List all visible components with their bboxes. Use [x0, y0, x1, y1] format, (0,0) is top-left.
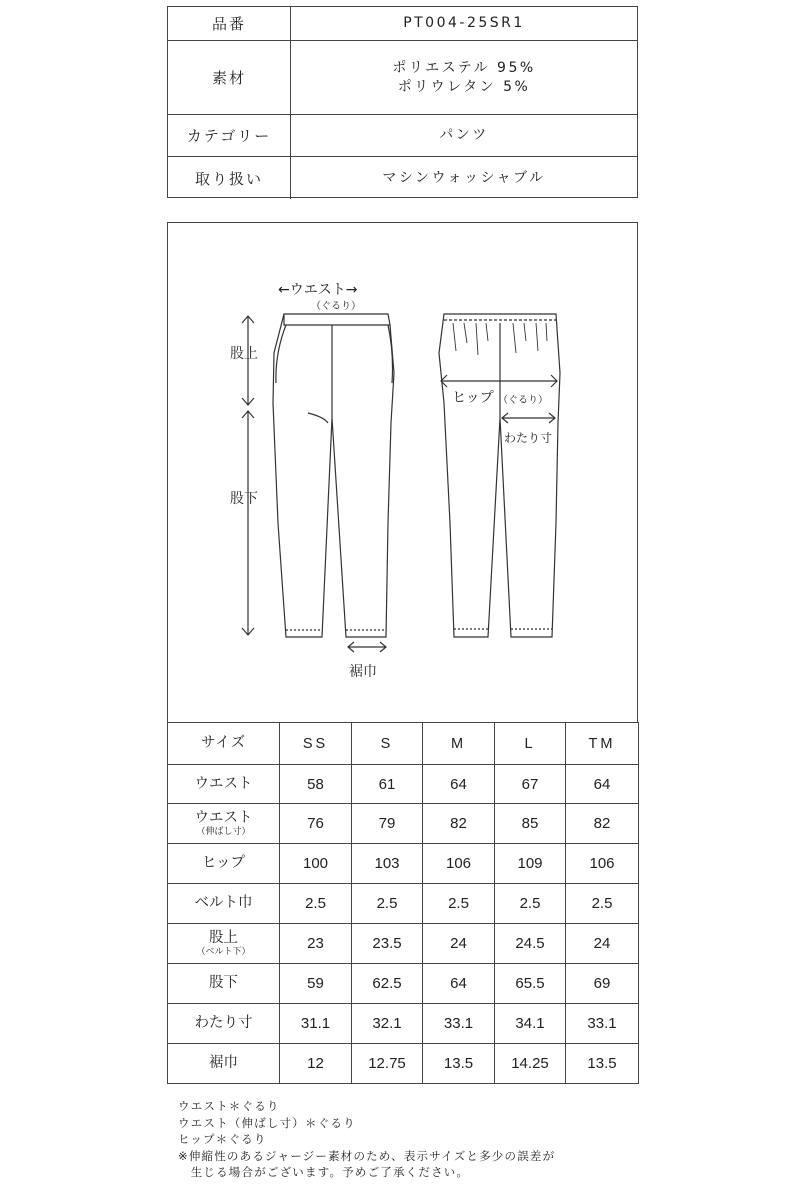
size-row-label — [168, 844, 280, 884]
size-row-label — [168, 924, 280, 964]
size-value-cell: 109 — [495, 844, 566, 884]
size-value-cell: 2.5 — [352, 884, 423, 924]
size-row-label-text: 裾巾 — [209, 1055, 238, 1071]
size-row-label-text: ベルト巾 — [194, 895, 253, 911]
size-value-cell: 34.1 — [495, 1004, 566, 1044]
spec-row-category — [168, 115, 637, 157]
size-header-cell: TM — [566, 723, 639, 765]
size-value-cell: 69 — [566, 964, 639, 1004]
size-row-label — [168, 1044, 280, 1084]
size-value-cell: 79 — [352, 804, 423, 844]
front-waistband — [284, 314, 390, 325]
size-row-label-text: 股下 — [209, 975, 238, 991]
spec-table — [167, 6, 638, 198]
pants-diagram — [167, 222, 638, 722]
spec-row-product-code — [168, 7, 637, 41]
spec-key: 取り扱い — [168, 157, 291, 199]
size-value-cell: 106 — [566, 844, 639, 884]
size-row-label-text: わたり寸 — [194, 1015, 253, 1031]
hip-arrow — [441, 375, 557, 387]
size-value-cell: 82 — [423, 804, 495, 844]
note-line: ヒップ＊ぐるり — [178, 1132, 267, 1146]
size-value-cell: 64 — [423, 765, 495, 804]
size-value-cell: 24 — [566, 924, 639, 964]
size-row-sublabel: （ベルト下） — [196, 946, 251, 957]
thigh-label: わたり寸 — [504, 431, 553, 445]
spec-value-line: ポリエステル 95% — [392, 59, 536, 76]
size-value-cell: 106 — [423, 844, 495, 884]
front-pocket-right — [388, 325, 393, 383]
size-value-cell: 24.5 — [495, 924, 566, 964]
size-value-cell: 23.5 — [352, 924, 423, 964]
waist-sub-label: （ぐるり） — [311, 301, 361, 312]
front-fly-curve — [308, 413, 328, 423]
size-value-cell: 59 — [280, 964, 352, 1004]
spec-value-line: ポリウレタン 5% — [397, 78, 531, 95]
size-header-cell: SS — [280, 723, 352, 765]
hip-label: ヒップ — [452, 390, 494, 406]
size-row — [168, 1004, 639, 1044]
size-row-label-text: ウエスト — [194, 809, 253, 826]
spec-key: 素材 — [168, 41, 291, 114]
note-line: ※伸縮性のあるジャージー素材のため、表示サイズと多少の誤差が — [178, 1148, 556, 1163]
size-header-label: サイズ — [168, 723, 280, 765]
size-value-cell: 24 — [423, 924, 495, 964]
size-value-cell: 31.1 — [280, 1004, 352, 1044]
waist-label: ←ウエスト→ — [278, 282, 358, 298]
size-value-cell: 2.5 — [495, 884, 566, 924]
hem-arrow — [348, 642, 386, 652]
size-value-cell: 82 — [566, 804, 639, 844]
spec-value — [291, 115, 637, 156]
size-value-cell: 2.5 — [423, 884, 495, 924]
size-value-cell: 85 — [495, 804, 566, 844]
size-value-cell: 62.5 — [352, 964, 423, 1004]
size-row-label-text: ウエスト — [194, 775, 253, 792]
size-row — [168, 924, 639, 964]
notes — [178, 1098, 648, 1181]
size-value-cell: 100 — [280, 844, 352, 884]
size-value-cell: 12.75 — [352, 1044, 423, 1084]
size-value-cell: 64 — [423, 964, 495, 1004]
size-value-cell: 13.5 — [566, 1044, 639, 1084]
thigh-arrow — [502, 413, 555, 423]
size-row-label-text: 股上 — [209, 929, 238, 946]
size-row — [168, 1044, 639, 1084]
size-value-cell: 65.5 — [495, 964, 566, 1004]
hip-sub-label: （ぐるり） — [498, 395, 548, 406]
size-value-cell: 23 — [280, 924, 352, 964]
size-value-cell: 2.5 — [566, 884, 639, 924]
spec-value — [291, 41, 637, 114]
inseam-arrow — [242, 411, 254, 635]
size-row-label — [168, 804, 280, 844]
size-header-cell: M — [423, 723, 495, 765]
note-line: 生じる場合がございます。予めご了承ください。 — [178, 1165, 470, 1179]
size-value-cell: 32.1 — [352, 1004, 423, 1044]
size-value-cell: 67 — [495, 765, 566, 804]
front-pants-outline — [273, 314, 394, 637]
spec-key: カテゴリー — [168, 115, 291, 156]
hem-label: 裾巾 — [349, 664, 377, 680]
size-row-label — [168, 1004, 280, 1044]
spec-row-care — [168, 157, 637, 199]
spec-value — [291, 7, 637, 40]
size-value-cell: 2.5 — [280, 884, 352, 924]
size-row-label — [168, 765, 280, 804]
spec-row-material — [168, 41, 637, 115]
size-value-cell: 14.25 — [495, 1044, 566, 1084]
size-header-cell: S — [352, 723, 423, 765]
size-header-cell: L — [495, 723, 566, 765]
size-row-label — [168, 884, 280, 924]
spec-value-line: マシンウォッシャブル — [382, 169, 546, 186]
size-value-cell: 33.1 — [566, 1004, 639, 1044]
spec-value-line: PT004-25SR1 — [403, 15, 525, 31]
spec-value — [291, 157, 637, 199]
size-value-cell: 76 — [280, 804, 352, 844]
spec-key: 品番 — [168, 7, 291, 40]
size-row-label-text: ヒップ — [201, 855, 246, 871]
size-value-cell: 13.5 — [423, 1044, 495, 1084]
front-pocket-left — [276, 325, 286, 383]
size-value-cell: 33.1 — [423, 1004, 495, 1044]
note-line: ウエスト＊ぐるり — [178, 1099, 280, 1113]
size-value-cell: 58 — [280, 765, 352, 804]
size-row — [168, 964, 639, 1004]
rise-label: 股上 — [230, 346, 258, 362]
size-row — [168, 884, 639, 924]
size-value-cell: 12 — [280, 1044, 352, 1084]
pants-illustration — [168, 223, 639, 723]
size-value-cell: 64 — [566, 765, 639, 804]
size-row — [168, 844, 639, 884]
size-header-row — [168, 723, 639, 765]
size-value-cell: 103 — [352, 844, 423, 884]
size-row — [168, 804, 639, 844]
note-line: ウエスト（伸ばし寸）＊ぐるり — [178, 1115, 356, 1130]
size-row — [168, 765, 639, 804]
size-value-cell: 61 — [352, 765, 423, 804]
size-row-label — [168, 964, 280, 1004]
size-row-sublabel: （伸ばし寸） — [196, 826, 251, 837]
size-table — [167, 722, 639, 1084]
inseam-label: 股下 — [230, 491, 258, 507]
spec-value-line: パンツ — [439, 127, 489, 143]
